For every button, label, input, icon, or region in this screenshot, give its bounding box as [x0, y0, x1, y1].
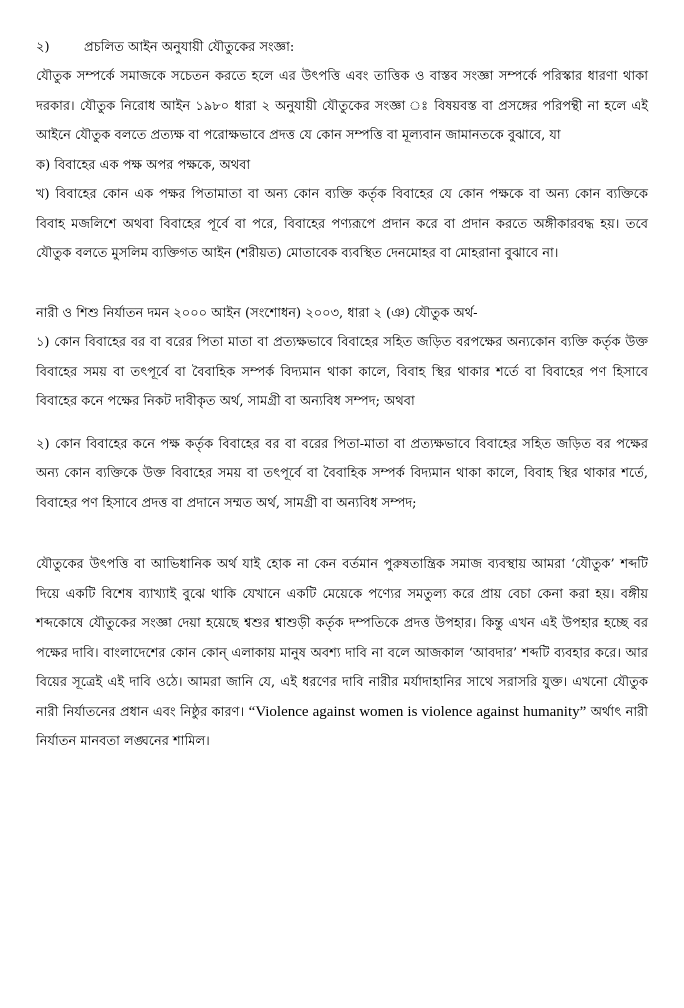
english-quote: “Violence against women is violence against humanity” [248, 703, 587, 720]
spacer [36, 518, 648, 550]
section-number: ২) [36, 40, 50, 55]
spacer [36, 269, 648, 299]
closing-tail: অর্থাৎ নারী নির্যাতন মানবতা লঙ্ঘনের শামিল। [36, 704, 649, 749]
definition-item-ka: ক) বিবাহের এক পক্ষ অপর পক্ষকে, অথবা [36, 157, 251, 173]
section-title: প্রচলিত আইন অনুযায়ী যৌতুকের সংজ্ঞা: [84, 40, 295, 55]
document-page [36, 36, 648, 757]
definition-intro-paragraph: যৌতুক সম্পর্কে সমাজকে সচেতন করতে হলে এর উৎপত্তি এবং তাত্তিক ও বাস্তব সংজ্ঞা সম্পর্কে পরিস্কার ধারণা থাকা দরকার। যৌতুক নিরোধ আইন ১৯৮০ ধারা ২ অনুযায়ী যৌতুকের সংজ্ঞা ঃ বিষয়বস্ত বা প্রসঙ্গের পরিপন্থী না হলে এই আইনে যৌতুক বলতে প্রত্যক্ষ বা পরোক্ষভাবে প্রদত্ত যে কোন সম্পত্তি বা মূল্যবান জামানতকে বুঝাবে, যা [36, 69, 648, 143]
act-2003-point-2: ২) কোন বিবাহের কনে পক্ষ কর্তৃক বিবাহের বর বা বরের পিতা-মাতা বা প্রত্যক্ষভাবে বিবাহের সহিত জড়িত বর পক্ষের অন্য কোন ব্যক্তিকে উক্ত বিবাহের সময় বা তৎপূর্বে বা বৈবাহিক সম্পর্ক বিদ্যমান থাকা কালে, বিবাহ স্থির থাকার শর্তে, বিবাহের পণ হিসাবে প্রদত্ত বা প্রদানে সম্মত অর্থ, সামগ্রী বা অন্যবিধ সম্পদ; [36, 436, 648, 511]
closing-paragraph [36, 550, 648, 757]
spacer [36, 417, 648, 430]
definition-item-kha: খ) বিবাহের কোন এক পক্ষর পিতামাতা বা অন্য কোন ব্যক্তি কর্তৃক বিবাহের যে কোন পক্ষকে বা অন্য কোন ব্যক্তিকে বিবাহ মজলিশে অথবা বিবাহের পূর্বে বা পরে, বিবাহের পণ্যরূপে প্রদান করে বা প্রদান করতে অঙ্গীকারবদ্ধ হয়। তবে যৌতুক বলতে মুসলিম ব্যক্তিগত আইন (শরীয়ত) মোতাবেক ব্যবস্থিত দেনমোহর বা মোহরানা বুঝাবে না। [36, 187, 648, 261]
act-2003-title: নারী ও শিশু নির্যাতন দমন ২০০০ আইন (সংশোধন) ২০০৩, ধারা ২ (ঞ) যৌতুক অর্থ- [36, 305, 478, 321]
section-heading [36, 36, 648, 60]
act-2003-point-1: ১) কোন বিবাহের বর বা বরের পিতা মাতা বা প্রত্যক্ষভাবে বিবাহের সহিত জড়িত বরপক্ষের অন্যকোন ব্যক্তি কর্তৃক উক্ত বিবাহের সময় বা তৎপূর্বে বা বৈবাহিক সম্পর্ক বিদ্যমান থাকা কালে, বিবাহ স্থির থাকার শর্তে বা বিবাহের পণ হিসাবে বিবাহের কনে পক্ষের নিকট দাবীকৃত অর্থ, সামগ্রী বা অন্যবিধ সম্পদ; অথবা [36, 335, 648, 409]
closing-text: যৌতুকের উৎপত্তি বা আভিধানিক অর্থ যাই হোক না কেন বর্তমান পুরুষতান্ত্রিক সমাজ ব্যবস্থায় আমরা ‘যৌতুক’ শব্দটি দিয়ে একটি বিশেষ ব্যাখ্যাই বুঝে থাকি যেখানে একটি মেয়েকে পণ্যের সমতুল্য করে প্রায় বেচা কেনা করা হয়। বঙ্গীয় শব্দকোষে যৌতুকের সংজ্ঞা দেয়া হয়েছে শ্বশুর শ্বাশুড়ী কর্তৃক দম্পতিকে প্রদত্ত উপহার। কিন্তু এখন এই উপহার হচ্ছে বর পক্ষের দাবি। বাংলাদেশের কোন কোন্ এলাকায় মানুষ অবশ্য দাবি না বলে আজকাল ‘আবদার’ শব্দটি ব্যবহার করে। আর বিয়ের সূত্রেই এই দাবি ওঠে। আমরা জানি যে, এই ধরণের দাবি নারীর মর্যাদাহানির সাথে সরাসরি যুক্ত। এখনো যৌতুক নারী নির্যাতনের প্রধান এবং নিষ্ঠুর কারণ। [36, 557, 648, 720]
